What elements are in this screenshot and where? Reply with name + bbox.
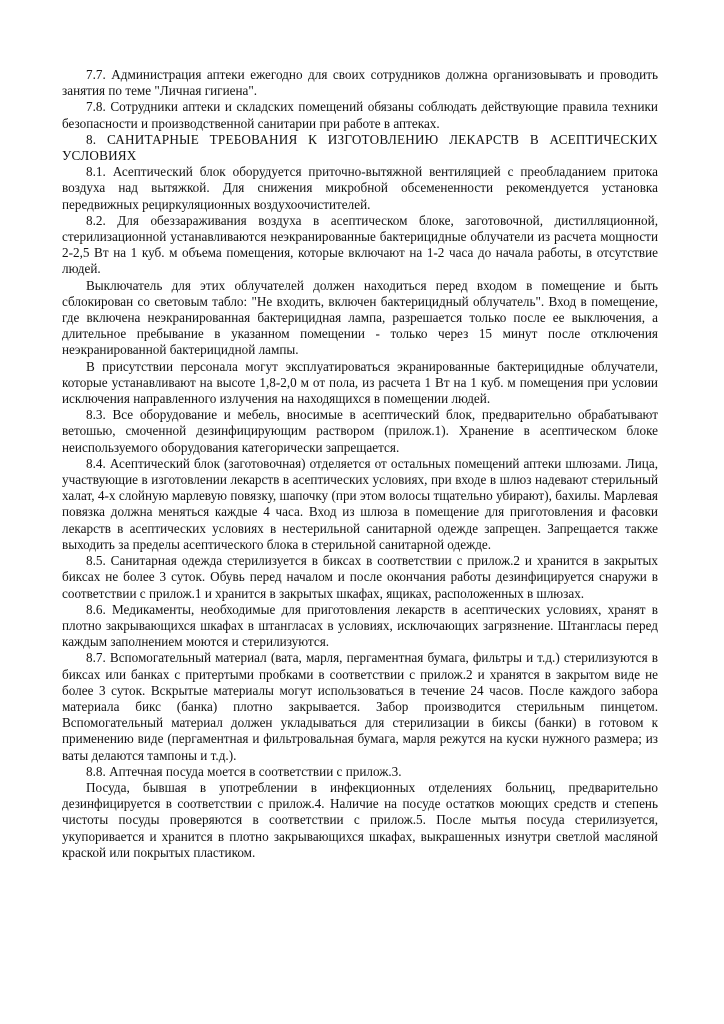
paragraph-8-8: 8.8. Аптечная посуда моется в соответствии с прилож.3. [86,763,402,779]
paragraph-7-8: 7.8. Сотрудники аптеки и складских помещений обязаны соблюдать действующие правила техники безопасности и производственной санитарии при работе в аптеках. [62,99,658,131]
paragraph-8-1: 8.1. Асептический блок оборудуется приточно-вытяжной вентиляцией с преобладанием притока воздуха над вытяжкой. Для снижения микробной обсемененности рекомендуется установка передвижных рециркуляционных воздухоочистителей. [62,164,658,212]
paragraph-8-5: 8.5. Санитарная одежда стерилизуется в биксах в соответствии с прилож.2 и хранится в закрытых биксах не более 3 суток. Обувь перед началом и после окончания работы дезинфицируется снаружи в соответствии с прилож.1 и хранится в закрытых шкафах, ящиках, расположенных в шлюзах. [62,553,658,601]
paragraph-8-2: 8.2. Для обеззараживания воздуха в асептическом блоке, заготовочной, дистилляционной, стерилизационной устанавливаются неэкранированные бактерицидные облучатели из расчета мощности 2-2,5 Вт на 1 куб. м объема помещения, которые включают на 1-2 часа до начала работы, в отсутствие людей. [62,212,658,277]
document-page [62,67,658,861]
paragraph-8-7: 8.7. Вспомогательный материал (вата, марля, пергаментная бумага, фильтры и т.д.) стерилизуются в биксах или банках с притертыми пробками в соответствии с прилож.2 и хранятся в закрытом виде не более 3 суток. Вскрытые материалы могут использоваться в течение 24 часов. После каждого забора материала бикс (банка) плотно закрывается. Забор производится стерильным пинцетом. Вспомогательный материал должен укладываться для стерилизации в биксы (банки) в готовом к применению виде (пергаментная и фильтровальная бумага, марля режутся на куски нужного размера; из ваты делаются тампоны и т.д.). [62,650,658,763]
paragraph-7-7: 7.7. Администрация аптеки ежегодно для своих сотрудников должна организовывать и проводить занятия по теме "Личная гигиена". [62,67,658,99]
paragraph-8-3: 8.3. Все оборудование и мебель, вносимые в асептический блок, предварительно обрабатывают ветошью, смоченной дезинфицирующим раствором (прилож.1). Хранение в асептическом блоке неиспользуемого оборудования категорически запрещается. [62,407,658,455]
paragraph-personnel: В присутствии персонала могут эксплуатироваться экранированные бактерицидные облучатели, которые устанавливают на высоте 1,8-2,0 м от пола, из расчета 1 Вт на 1 куб. м помещения при условии исключения направленного излучения на находящихся в помещении людей. [62,358,658,407]
paragraph-dishes: Посуда, бывшая в употреблении в инфекционных отделениях больниц, предварительно дезинфицируется в соответствии с прилож.4. Наличие на посуде остатков моющих средств и степень чистоты посуды проверяются в соответствии с прилож.5. После мытья посуда стерилизуется, укупоривается и хранится в плотно закрывающихся шкафах, выкрашенных изнутри светлой масляной краской или покрытых пластиком. [62,779,658,860]
paragraph-8-4: 8.4. Асептический блок (заготовочная) отделяется от остальных помещений аптеки шлюзами. Лица, участвующие в изготовлении лекарств в асептических условиях, при входе в шлюз надевают стерильный халат, 4-х слойную марлевую повязку, шапочку (при этом волосы тщательно убирают), бахилы. Марлевая повязка должна меняться каждые 4 часа. Вход из шлюза в помещение для приготовления и фасовки лекарств в асептических условиях в нестерильной санитарной одежде запрещен. Запрещается также выходить за пределы асептического блока в стерильной санитарной одежде. [62,455,658,552]
paragraph-8-6: 8.6. Медикаменты, необходимые для приготовления лекарств в асептических условиях, хранят в плотно закрывающихся шкафах в штангласах в условиях, исключающих загрязнение. Штангласы перед каждым заполнением моются и стерилизуются. [62,601,658,650]
section-heading-8: 8. САНИТАРНЫЕ ТРЕБОВАНИЯ К ИЗГОТОВЛЕНИЮ ЛЕКАРСТВ В АСЕПТИЧЕСКИХ УСЛОВИЯХ [62,131,658,164]
paragraph-switch: Выключатель для этих облучателей должен находиться перед входом в помещение и быть сблокирован со световым табло: "Не входить, включен бактерицидный облучатель". Вход в помещение, где включена неэкранированная бактерицидная лампа, разрешается только после ее выключения, а длительное пребывание в указанном помещении - только через 15 минут после отключения неэкранированной бактерицидной лампы. [62,277,658,358]
